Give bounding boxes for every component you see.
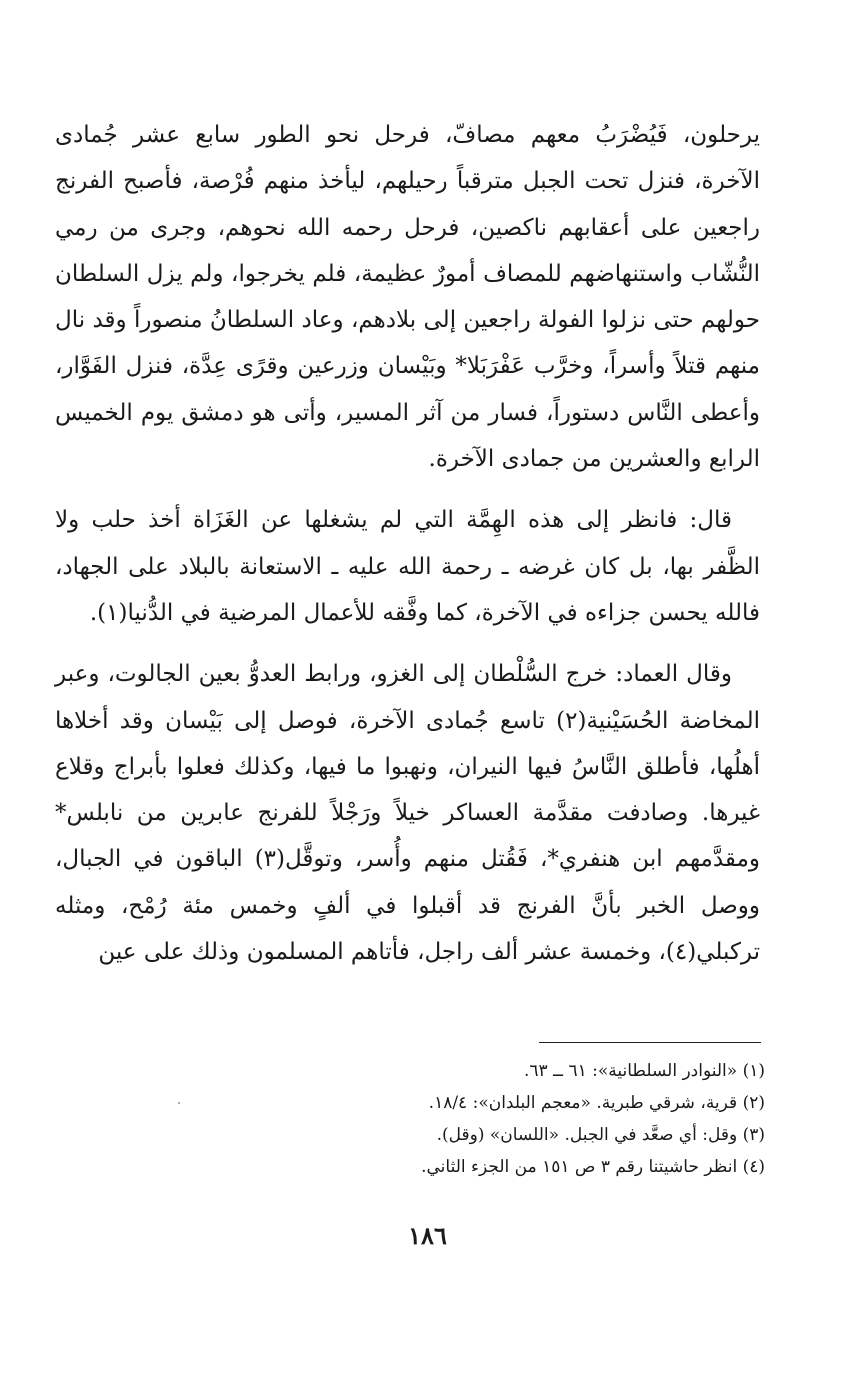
page-number: ١٨٦ xyxy=(408,1221,447,1250)
footnote-2: (٢) قرية، شرقي طبرية. «معجم البلدان»: ١٨/٤. xyxy=(428,1093,765,1113)
footnotes-list xyxy=(200,1055,765,1183)
main-text xyxy=(55,112,760,975)
paragraph-3: وقال العماد: خرج السُّلْطان إلى الغزو، ورابط العدوُّ بعين الجالوت، وعبر المخاضة الحُسَيْنية(٢) تاسع جُمادى الآخرة، فوصل إلى بَيْسان وقد أخلاها أهلُها، فأطلق النَّاسُ فيها النيران، ونهبوا ما فيها، وكذلك فعلوا بأبراج وقلاع غيرها. وصادفت مقدَّمة العساكر خيلاً ورَجْلاً للفرنج عابرين من نابلس* ومقدَّمهم ابن هنفري*، فَقُتل منهم وأُسر، وتوقَّل(٣) الباقون في الجبال، ووصل الخبر بأنَّ الفرنج قد أقبلوا في ألفٍ وخمس مئة رُمْح، ومثله تركبلي(٤)، وخمسة عشر ألف راجل، فأتاهم المسلمون وذلك على عين xyxy=(55,661,761,966)
footnote-4: (٤) انظر حاشيتنا رقم ٣ ص ١٥١ من الجزء الثاني. xyxy=(421,1157,765,1177)
paragraph-1: يرحلون، فَيُضْرَبُ معهم مصافّ، فرحل نحو الطور سابع عشر جُمادى الآخرة، فنزل تحت الجبل مترقباً رحيلهم، ليأخذ منهم فُرْصة، فأصبح الفرنج راجعين على أعقابهم ناكصين، فرحل رحمه الله نحوهم، وجرى من رمي النُّشّاب واستنهاضهم للمصاف أمورٌ عظيمة، فلم يخرجوا، ولم يزل السلطان حولهم حتى نزلوا الفولة راجعين إلى بلادهم، وعاد السلطانُ منصوراً وقد نال منهم قتلاً وأسراً، وخرَّب عَفْرَبَلا* وبَيْسان وزرعين وقرًى عِدَّة، فنزل الفَوَّار، وأعطى النَّاس دستوراً، فسار من آثر المسير، وأتى هو دمشق يوم الخميس الرابع والعشرين من جمادى الآخرة. xyxy=(55,122,760,473)
footnote-1: (١) «النوادر السلطانية»: ٦١ ــ ٦٣. xyxy=(524,1061,765,1081)
paragraph-2: قال: فانظر إلى هذه الهِمَّة التي لم يشغلها عن الغَزَاة أخذ حلب ولا الظَّفر بها، بل كان غرضه ـ رحمة الله عليه ـ الاستعانة بالبلاد على الجهاد، فالله يحسن جزاءه في الآخرة، كما وفَّقه للأعمال المرضية في الدُّنيا(١). xyxy=(55,507,760,626)
footnote-3: (٣) وقل: أي صعَّد في الجبل. «اللسان» (وقل). xyxy=(436,1125,765,1145)
footnote-separator xyxy=(539,1042,761,1043)
scan-speck xyxy=(178,1102,180,1104)
